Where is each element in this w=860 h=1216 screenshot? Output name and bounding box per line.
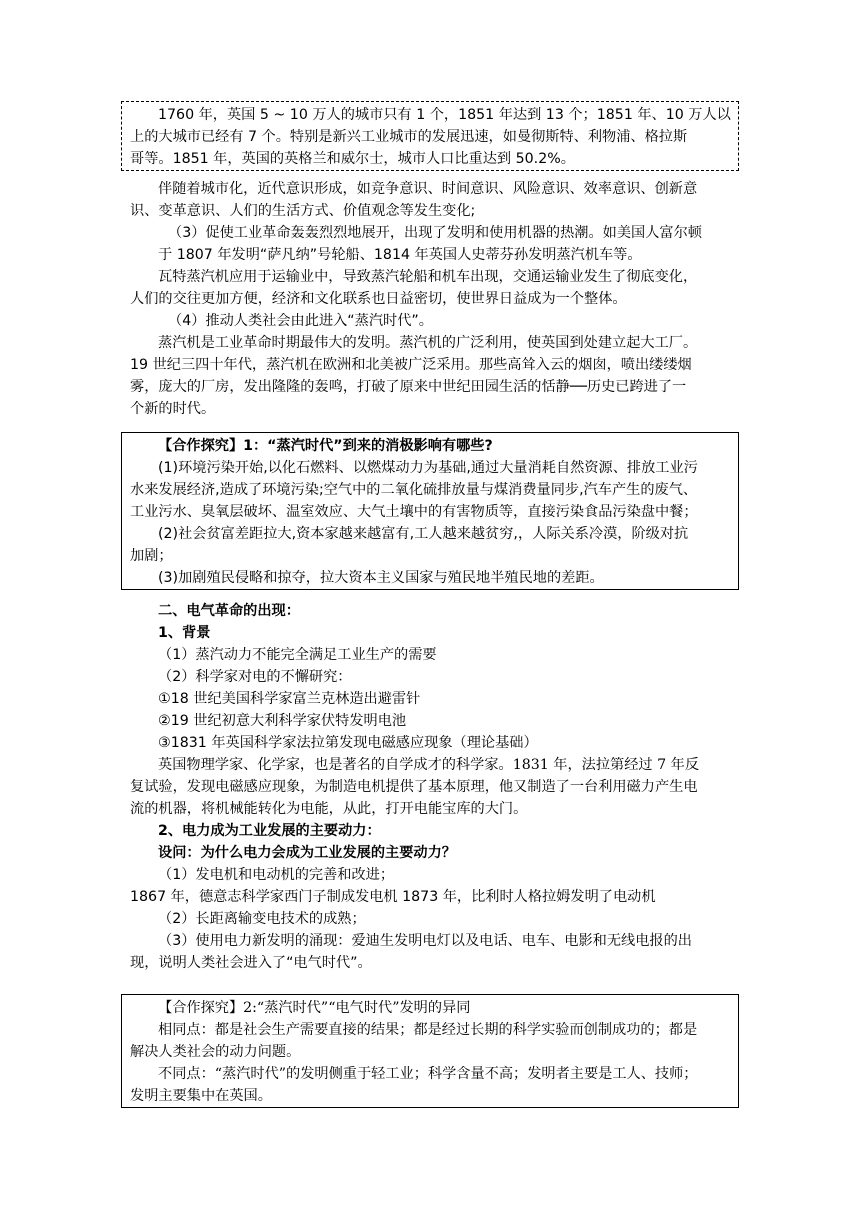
- list-item: （1）发电机和电动机的完善和改进；: [158, 867, 395, 883]
- box-heading: 【合作探究】1：“蒸汽时代”到来的消极影响有哪些?: [158, 438, 493, 454]
- paragraph-line: 哥等。1851 年，英国的英格兰和威尔士，城市人口比重达到 50.2%。: [130, 151, 575, 167]
- list-item: （3）使用电力新发明的涌现：爱迪生发明电灯以及电话、电车、电影和无线电报的出: [158, 933, 692, 949]
- steam-age-text: [121, 178, 748, 420]
- paragraph-line: 雾，庞大的厂房，发出隆隆的轰鸣，打破了原来中世纪田园生活的恬静──历史已跨进了一: [130, 379, 687, 395]
- list-item: （1）蒸汽动力不能完全满足工业生产的需要: [158, 647, 437, 663]
- urbanization-data-box: [121, 101, 739, 171]
- list-item: ①18 世纪美国科学家富兰克林造出避雷针: [158, 691, 421, 707]
- paragraph-line: 复试验，发现电磁感应现象，为制造电机提供了基本原理，他又制造了一台利用磁力产生电: [130, 779, 698, 795]
- paragraph-line: (3)加剧殖民侵略和掠夺，拉大资本主义国家与殖民地半殖民地的差距。: [158, 570, 604, 586]
- cooperative-inquiry-box-1: [121, 432, 739, 590]
- list-item: ③1831 年英国科学家法拉第发现电磁感应现象（理论基础）: [158, 735, 538, 751]
- paragraph-line: （3）促使工业革命轰轰烈烈地展开，出现了发明和使用机器的热潮。如美国人富尔顿: [168, 225, 702, 241]
- box-heading: 【合作探究】2:“蒸汽时代”“电气时代”发明的异同: [158, 1000, 471, 1016]
- paragraph-line: (1)环境污染开始,以化石燃料、以燃煤动力为基础,通过大量消耗自然资源、排放工业污: [158, 460, 698, 476]
- question-line: 设问：为什么电力会成为工业发展的主要动力？: [158, 845, 456, 861]
- paragraph-line: 个新的时代。: [130, 401, 216, 417]
- paragraph-line: 相同点：都是社会生产需要直接的结果；都是经过长期的科学实验而创制成功的；都是: [158, 1022, 698, 1038]
- paragraph-line: 1867 年，德意志科学家西门子制成发电机 1873 年，比利时人格拉姆发明了电动机: [130, 889, 656, 905]
- cooperative-inquiry-box-2: [121, 994, 739, 1108]
- subsection-title: 1、背景: [158, 625, 211, 641]
- section-title: 二、电气革命的出现：: [158, 603, 300, 619]
- subsection-title: 2、电力成为工业发展的主要动力：: [158, 823, 381, 839]
- paragraph-line: 解决人类社会的动力问题。: [130, 1044, 301, 1060]
- list-item: （2）长距离输变电技术的成熟；: [158, 911, 366, 927]
- list-item: ②19 世纪初意大利科学家伏特发明电池: [158, 713, 407, 729]
- paragraph-line: 加剧；: [130, 548, 173, 564]
- paragraph-line: 瓦特蒸汽机应用于运输业中，导致蒸汽轮船和机车出现，交通运输业发生了彻底变化，: [158, 269, 698, 285]
- paragraph-line: 1760 年，英国 5 ~ 10 万人的城市只有 1 个，1851 年达到 13 个；1851 年、10 万人以: [158, 107, 731, 123]
- paragraph-line: 19 世纪三四十年代，蒸汽机在欧洲和北美被广泛采用。那些高耸入云的烟囱，喷出缕缕烟: [130, 357, 692, 373]
- paragraph-line: 工业污水、臭氧层破坏、温室效应、大气土壤中的有害物质等，直接污染食品污染盘中餐；: [130, 504, 698, 520]
- paragraph-line: （4）推动人类社会由此进入“蒸汽时代”。: [168, 313, 433, 329]
- paragraph-line: 发明主要集中在英国。: [130, 1088, 272, 1104]
- paragraph-line: 现，说明人类社会进入了“电气时代”。: [130, 955, 372, 971]
- paragraph-line: 英国物理学家、化学家，也是著名的自学成才的科学家。1831 年，法拉第经过 7 年反: [158, 757, 700, 773]
- paragraph-line: 水来发展经济,造成了环境污染;空气中的二氧化硫排放量与煤消费量同步,汽车产生的废气、: [130, 482, 698, 498]
- paragraph-line: 人们的交往更加方便，经济和文化联系也日益密切，使世界日益成为一个整体。: [130, 291, 627, 307]
- paragraph-line: 流的机器，将机械能转化为电能，从此，打开电能宝库的大门。: [130, 801, 528, 817]
- paragraph-line: 伴随着城市化，近代意识形成，如竞争意识、时间意识、风险意识、效率意识、创新意: [158, 181, 698, 197]
- paragraph-line: 上的大城市已经有 7 个。特别是新兴工业城市的发展迅速，如曼彻斯特、利物浦、格拉斯: [130, 129, 688, 145]
- paragraph-line: 蒸汽机是工业革命时期最伟大的发明。蒸汽机的广泛利用，使英国到处建立起大工厂。: [158, 335, 698, 351]
- paragraph-line: 于 1807 年发明“萨凡纳”号轮船、1814 年英国人史蒂芬孙发明蒸汽机车等。: [158, 247, 642, 263]
- paragraph-line: (2)社会贫富差距拉大,资本家越来越富有,工人越来越贫穷,，人际关系冷漠，阶级对抗: [158, 526, 689, 542]
- list-item: （2）科学家对电的不懈研究：: [158, 669, 352, 685]
- paragraph-line: 不同点：“蒸汽时代”的发明侧重于轻工业；科学含量不高；发明者主要是工人、技师；: [158, 1066, 698, 1082]
- electric-revolution-section: [121, 600, 748, 974]
- paragraph-line: 识、变革意识、人们的生活方式、价值观念等发生变化;: [130, 203, 476, 219]
